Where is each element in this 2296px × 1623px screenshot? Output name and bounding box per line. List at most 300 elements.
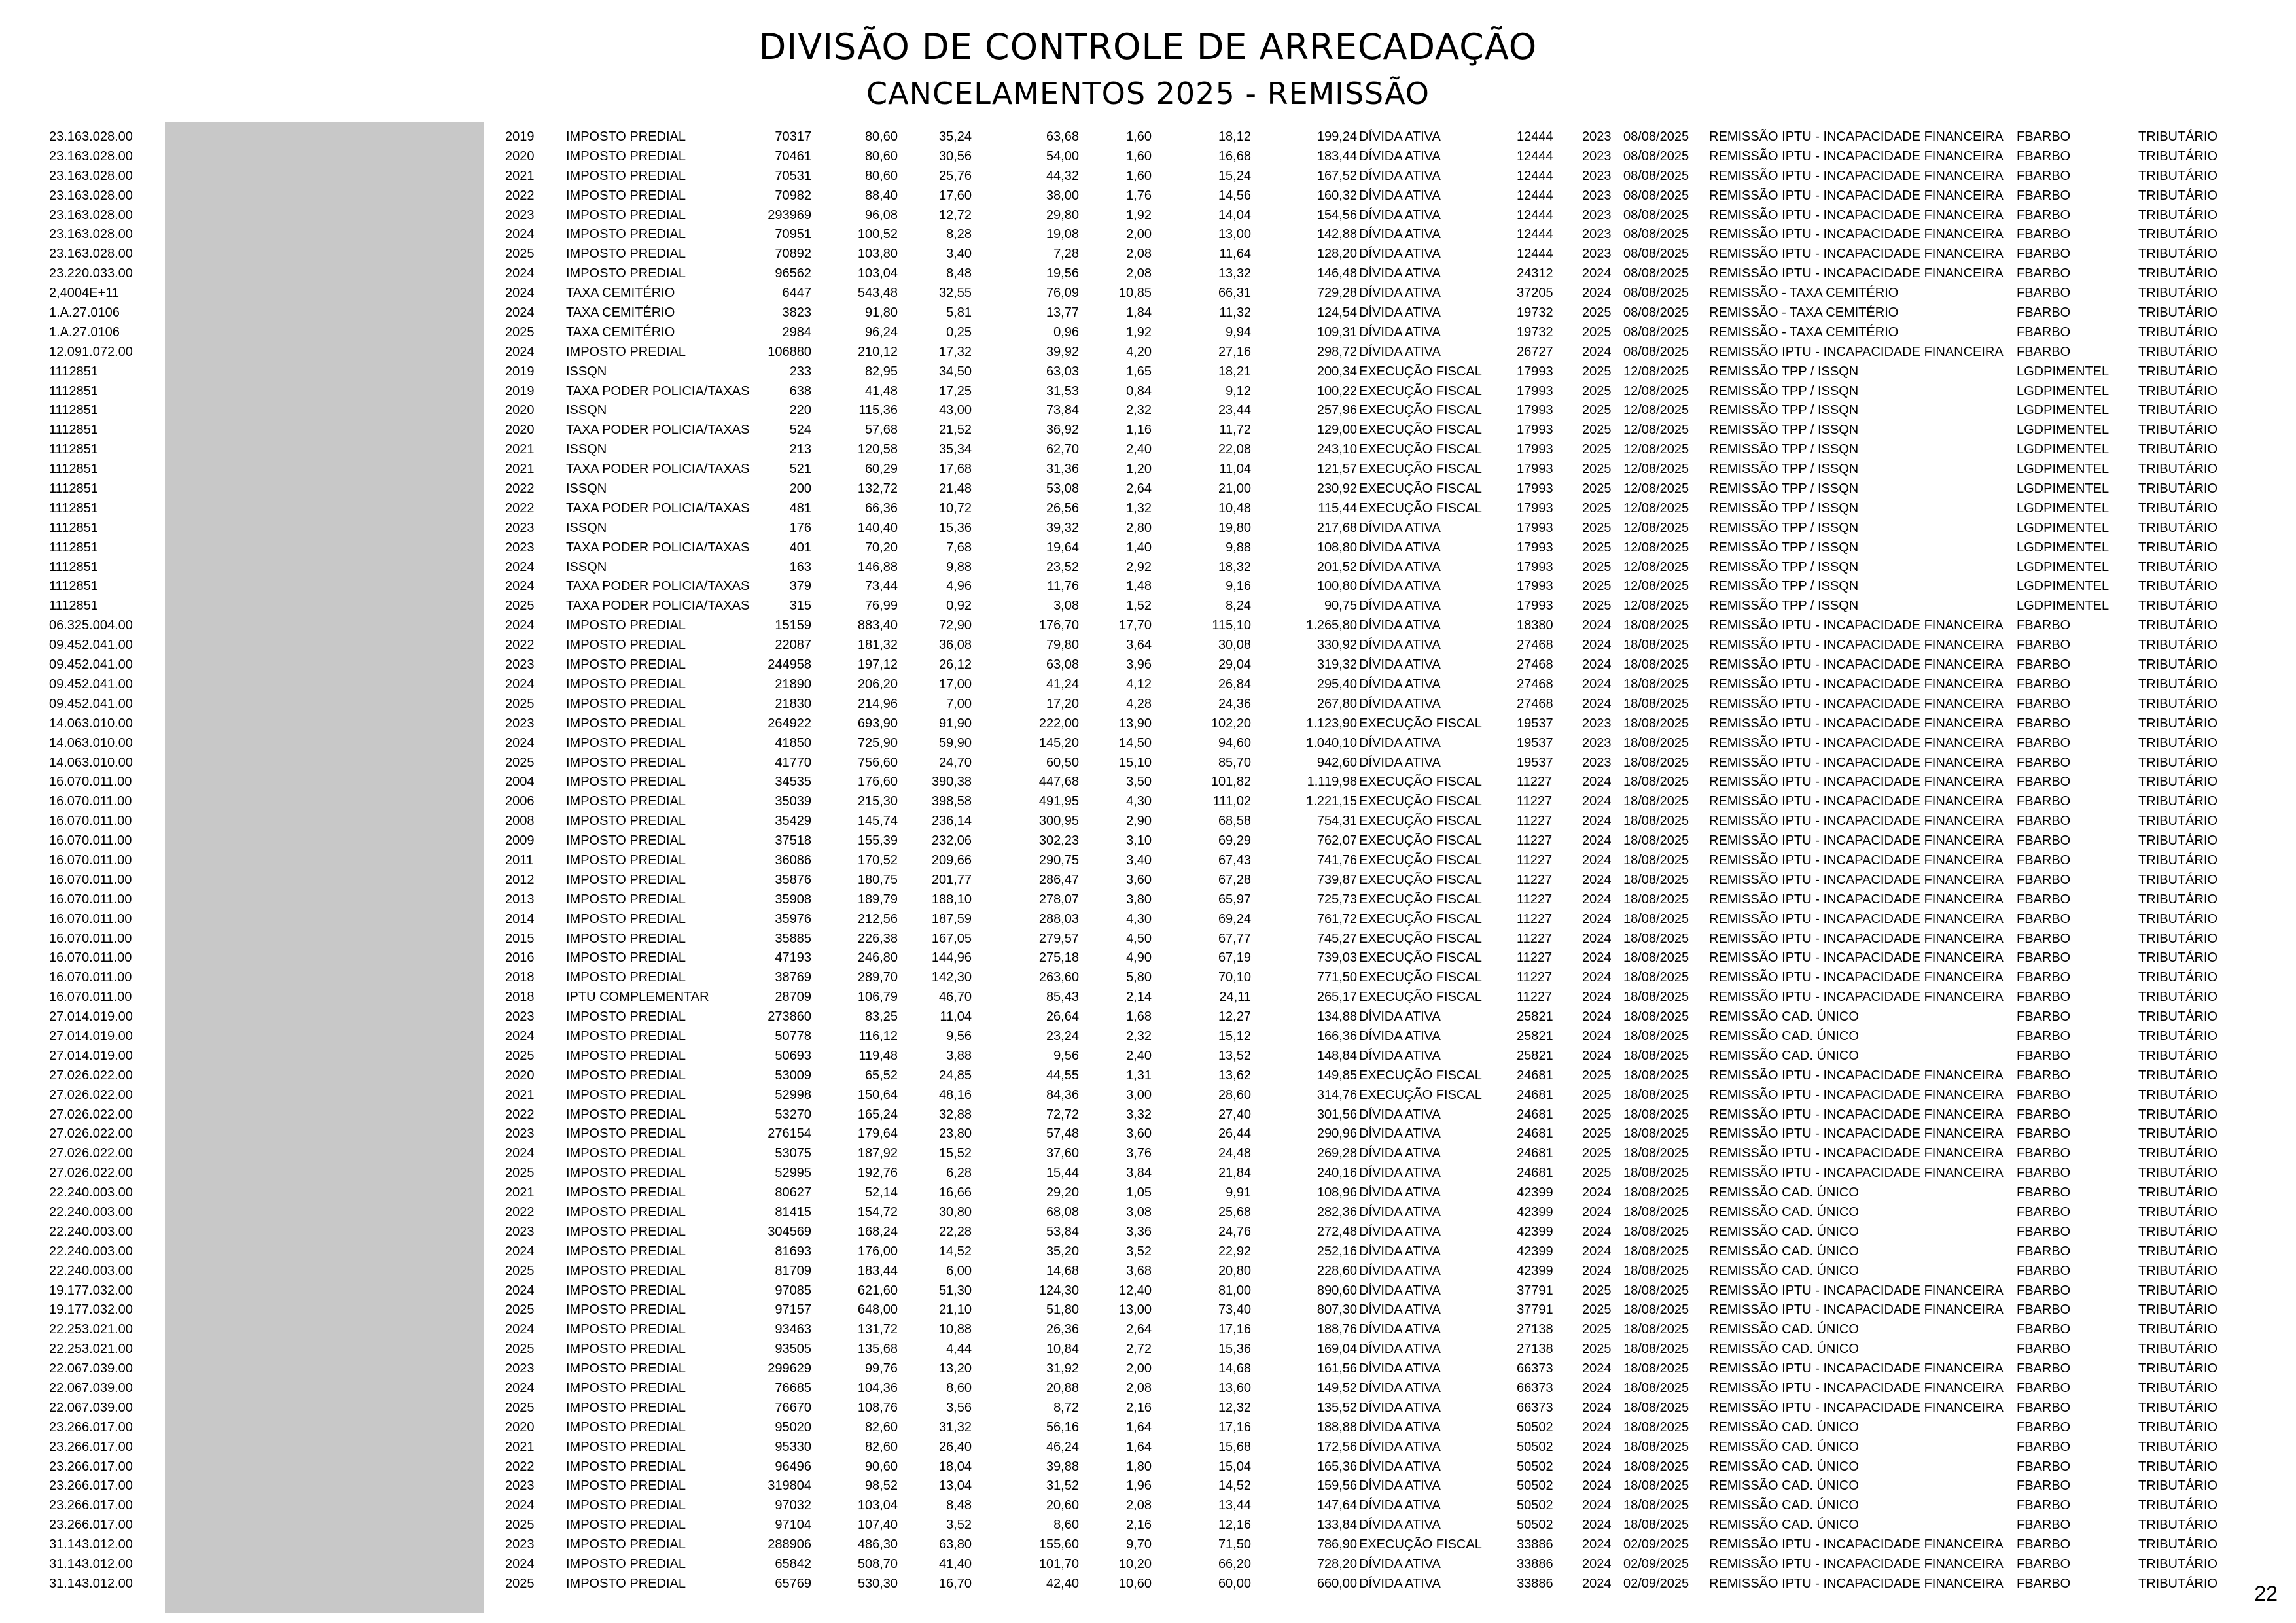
- exercicio-cell: 2021: [505, 462, 535, 477]
- data-cell: 18/08/2025: [1623, 1263, 1689, 1278]
- data-cell: 18/08/2025: [1623, 638, 1689, 653]
- situacao-cell: EXECUÇÃO FISCAL: [1359, 481, 1482, 497]
- setor-cell: TRIBUTÁRIO: [2138, 1009, 2218, 1024]
- motivo-cell: REMISSÃO CAD. ÚNICO: [1709, 1048, 1859, 1063]
- honorarios-cell: 27,40: [1218, 1107, 1251, 1122]
- total-cell: 228,60: [1316, 1263, 1357, 1278]
- usuario-cell: FBARBO: [2017, 1204, 2071, 1219]
- ano-cell: 2023: [1582, 168, 1612, 183]
- honorarios-cell: 24,76: [1218, 1224, 1251, 1239]
- juros-cell: 11,76: [1047, 579, 1079, 594]
- table-row: [0, 1457, 2296, 1477]
- tributo-cell: IMPOSTO PREDIAL: [566, 657, 686, 672]
- exercicio-cell: 2019: [505, 383, 535, 398]
- inscricao-cell: 09.452.041.00: [49, 696, 133, 711]
- table-row: [0, 1007, 2296, 1027]
- usuario-cell: LGDPIMENTEL: [2017, 442, 2110, 457]
- honorarios-cell: 8,24: [1226, 599, 1251, 614]
- total-cell: 290,96: [1316, 1126, 1357, 1142]
- tributo-cell: TAXA PODER POLICIA/TAXAS: [566, 462, 750, 477]
- juros-cell: 279,57: [1038, 931, 1079, 946]
- table-row: [0, 206, 2296, 226]
- total-cell: 133,84: [1316, 1518, 1357, 1533]
- situacao-cell: EXECUÇÃO FISCAL: [1359, 383, 1482, 398]
- lancamento-cell: 93505: [775, 1342, 811, 1357]
- motivo-cell: REMISSÃO IPTU - INCAPACIDADE FINANCEIRA: [1709, 188, 2004, 203]
- processo-cell: 11227: [1517, 990, 1553, 1005]
- processo-cell: 11227: [1517, 931, 1553, 946]
- situacao-cell: EXECUÇÃO FISCAL: [1359, 716, 1482, 731]
- total-cell: 762,07: [1316, 833, 1357, 848]
- situacao-cell: DÍVIDA ATIVA: [1359, 520, 1441, 535]
- table-row: [0, 1418, 2296, 1438]
- correcao-cell: 2,72: [1126, 1342, 1152, 1357]
- ano-cell: 2025: [1582, 1342, 1612, 1357]
- juros-cell: 63,68: [1046, 130, 1079, 144]
- exercicio-cell: 2012: [505, 872, 535, 887]
- valor-cell: 66,36: [864, 500, 898, 515]
- total-cell: 129,00: [1316, 423, 1357, 438]
- valor-cell: 99,76: [864, 1361, 898, 1376]
- exercicio-cell: 2024: [505, 676, 535, 691]
- data-cell: 08/08/2025: [1623, 148, 1689, 164]
- tributo-cell: IMPOSTO PREDIAL: [566, 951, 686, 966]
- motivo-cell: REMISSÃO IPTU - INCAPACIDADE FINANCEIRA: [1709, 618, 2004, 633]
- multa-cell: 6,28: [946, 1166, 972, 1181]
- honorarios-cell: 25,68: [1218, 1204, 1251, 1219]
- honorarios-cell: 13,32: [1218, 266, 1251, 281]
- ano-cell: 2024: [1582, 833, 1612, 848]
- valor-cell: 170,52: [857, 852, 898, 867]
- situacao-cell: DÍVIDA ATIVA: [1359, 1439, 1441, 1454]
- exercicio-cell: 2024: [505, 1498, 535, 1513]
- tributo-cell: IMPOSTO PREDIAL: [566, 1322, 686, 1337]
- table-row: [0, 245, 2296, 264]
- valor-cell: 214,96: [857, 696, 898, 711]
- motivo-cell: REMISSÃO CAD. ÚNICO: [1709, 1459, 1859, 1474]
- lancamento-cell: 53075: [775, 1146, 811, 1161]
- tributo-cell: IMPOSTO PREDIAL: [566, 1224, 686, 1239]
- setor-cell: TRIBUTÁRIO: [2138, 716, 2218, 731]
- inscricao-cell: 19.177.032.00: [49, 1283, 133, 1298]
- lancamento-cell: 97157: [775, 1302, 811, 1318]
- lancamento-cell: 401: [789, 540, 811, 555]
- correcao-cell: 3,08: [1126, 1204, 1152, 1219]
- usuario-cell: LGDPIMENTEL: [2017, 423, 2110, 438]
- usuario-cell: FBARBO: [2017, 1185, 2071, 1200]
- honorarios-cell: 14,56: [1218, 188, 1251, 203]
- tributo-cell: IMPOSTO PREDIAL: [566, 1204, 686, 1219]
- valor-cell: 103,04: [857, 266, 898, 281]
- setor-cell: TRIBUTÁRIO: [2138, 1459, 2218, 1474]
- inscricao-cell: 22.240.003.00: [49, 1263, 133, 1278]
- inscricao-cell: 16.070.011.00: [49, 951, 132, 966]
- correcao-cell: 2,32: [1126, 403, 1152, 418]
- tributo-cell: IMPOSTO PREDIAL: [566, 1185, 686, 1200]
- processo-cell: 27468: [1517, 676, 1553, 691]
- motivo-cell: REMISSÃO TPP / ISSQN: [1709, 383, 1859, 398]
- motivo-cell: REMISSÃO IPTU - INCAPACIDADE FINANCEIRA: [1709, 833, 2004, 848]
- juros-cell: 56,16: [1046, 1420, 1079, 1435]
- processo-cell: 25821: [1517, 1028, 1553, 1043]
- tributo-cell: IMPOSTO PREDIAL: [566, 130, 686, 144]
- motivo-cell: REMISSÃO IPTU - INCAPACIDADE FINANCEIRA: [1709, 266, 2004, 281]
- multa-cell: 0,25: [946, 324, 972, 340]
- correcao-cell: 3,10: [1126, 833, 1152, 848]
- juros-cell: 26,36: [1046, 1322, 1079, 1337]
- valor-cell: 192,76: [857, 1166, 898, 1181]
- inscricao-cell: 22.240.003.00: [49, 1224, 133, 1239]
- correcao-cell: 4,50: [1126, 931, 1152, 946]
- inscricao-cell: 1112851: [49, 500, 98, 515]
- ano-cell: 2023: [1582, 148, 1612, 164]
- multa-cell: 30,80: [938, 1204, 972, 1219]
- multa-cell: 15,36: [938, 520, 972, 535]
- setor-cell: TRIBUTÁRIO: [2138, 1498, 2218, 1513]
- situacao-cell: EXECUÇÃO FISCAL: [1359, 1068, 1482, 1083]
- valor-cell: 82,95: [864, 364, 898, 379]
- data-cell: 08/08/2025: [1623, 168, 1689, 183]
- juros-cell: 35,20: [1046, 1244, 1079, 1259]
- situacao-cell: DÍVIDA ATIVA: [1359, 1107, 1441, 1122]
- table-row: [0, 1125, 2296, 1144]
- ano-cell: 2025: [1582, 1322, 1612, 1337]
- total-cell: 100,22: [1316, 383, 1357, 398]
- honorarios-cell: 26,44: [1218, 1126, 1251, 1142]
- table-row: [0, 480, 2296, 499]
- setor-cell: TRIBUTÁRIO: [2138, 794, 2218, 809]
- correcao-cell: 5,80: [1126, 970, 1152, 985]
- processo-cell: 24681: [1517, 1107, 1553, 1122]
- ano-cell: 2023: [1582, 207, 1612, 222]
- lancamento-cell: 176: [789, 520, 811, 535]
- honorarios-cell: 9,88: [1226, 540, 1251, 555]
- usuario-cell: LGDPIMENTEL: [2017, 599, 2110, 614]
- lancamento-cell: 35429: [775, 814, 811, 829]
- tributo-cell: IMPOSTO PREDIAL: [566, 931, 686, 946]
- lancamento-cell: 70951: [775, 227, 811, 242]
- exercicio-cell: 2025: [505, 755, 535, 770]
- tributo-cell: TAXA PODER POLICIA/TAXAS: [566, 579, 750, 594]
- lancamento-cell: 53270: [775, 1107, 811, 1122]
- data-cell: 18/08/2025: [1623, 775, 1689, 790]
- tributo-cell: ISSQN: [566, 403, 607, 418]
- motivo-cell: REMISSÃO - TAXA CEMITÉRIO: [1709, 305, 1899, 321]
- juros-cell: 72,72: [1046, 1107, 1079, 1122]
- juros-cell: 7,28: [1053, 247, 1079, 262]
- processo-cell: 12444: [1517, 247, 1553, 262]
- situacao-cell: DÍVIDA ATIVA: [1359, 227, 1441, 242]
- multa-cell: 11,04: [940, 1009, 972, 1024]
- lancamento-cell: 2984: [782, 324, 811, 340]
- data-cell: 18/08/2025: [1623, 1048, 1689, 1063]
- data-cell: 18/08/2025: [1623, 1244, 1689, 1259]
- valor-cell: 179,64: [857, 1126, 898, 1142]
- juros-cell: 53,84: [1046, 1224, 1079, 1239]
- correcao-cell: 1,60: [1126, 130, 1152, 144]
- correcao-cell: 1,20: [1126, 462, 1152, 477]
- exercicio-cell: 2025: [505, 1400, 535, 1415]
- tributo-cell: IMPOSTO PREDIAL: [566, 168, 686, 183]
- honorarios-cell: 24,48: [1218, 1146, 1251, 1161]
- lancamento-cell: 70317: [775, 130, 811, 144]
- processo-cell: 11227: [1517, 892, 1553, 907]
- setor-cell: TRIBUTÁRIO: [2138, 1478, 2218, 1493]
- multa-cell: 232,06: [931, 833, 972, 848]
- total-cell: 1.265,80: [1306, 618, 1357, 633]
- exercicio-cell: 2023: [505, 540, 535, 555]
- data-cell: 12/08/2025: [1623, 540, 1689, 555]
- table-row: [0, 519, 2296, 538]
- tributo-cell: ISSQN: [566, 481, 607, 497]
- ano-cell: 2024: [1582, 951, 1612, 966]
- tributo-cell: IMPOSTO PREDIAL: [566, 1048, 686, 1063]
- lancamento-cell: 41770: [775, 755, 811, 770]
- tributo-cell: IMPOSTO PREDIAL: [566, 1009, 686, 1024]
- exercicio-cell: 2024: [505, 579, 535, 594]
- setor-cell: TRIBUTÁRIO: [2138, 481, 2218, 497]
- tributo-cell: IMPOSTO PREDIAL: [566, 911, 686, 926]
- tributo-cell: IMPOSTO PREDIAL: [566, 872, 686, 887]
- setor-cell: TRIBUTÁRIO: [2138, 383, 2218, 398]
- juros-cell: 15,44: [1046, 1166, 1079, 1181]
- inscricao-cell: 23.220.033.00: [49, 266, 133, 281]
- data-cell: 18/08/2025: [1623, 716, 1689, 731]
- tributo-cell: IMPOSTO PREDIAL: [566, 1439, 686, 1454]
- usuario-cell: FBARBO: [2017, 735, 2071, 750]
- honorarios-cell: 18,12: [1218, 130, 1251, 144]
- data-cell: 18/08/2025: [1623, 618, 1689, 633]
- lancamento-cell: 200: [789, 481, 811, 497]
- processo-cell: 11227: [1517, 852, 1553, 867]
- juros-cell: 63,03: [1046, 364, 1079, 379]
- valor-cell: 76,99: [864, 599, 898, 614]
- data-cell: 12/08/2025: [1623, 579, 1689, 594]
- setor-cell: TRIBUTÁRIO: [2138, 872, 2218, 887]
- processo-cell: 17993: [1517, 442, 1553, 457]
- data-cell: 18/08/2025: [1623, 657, 1689, 672]
- data-cell: 18/08/2025: [1623, 1009, 1689, 1024]
- data-cell: 18/08/2025: [1623, 1420, 1689, 1435]
- correcao-cell: 2,14: [1126, 990, 1152, 1005]
- lancamento-cell: 97104: [775, 1518, 811, 1533]
- ano-cell: 2025: [1582, 559, 1612, 574]
- data-cell: 18/08/2025: [1623, 755, 1689, 770]
- multa-cell: 35,24: [938, 130, 972, 144]
- motivo-cell: REMISSÃO CAD. ÚNICO: [1709, 1322, 1859, 1337]
- table-row: [0, 831, 2296, 851]
- multa-cell: 32,88: [938, 1107, 972, 1122]
- setor-cell: TRIBUTÁRIO: [2138, 148, 2218, 164]
- situacao-cell: DÍVIDA ATIVA: [1359, 1048, 1441, 1063]
- inscricao-cell: 19.177.032.00: [49, 1302, 133, 1318]
- inscricao-cell: 23.266.017.00: [49, 1478, 133, 1493]
- setor-cell: TRIBUTÁRIO: [2138, 559, 2218, 574]
- inscricao-cell: 1112851: [49, 599, 98, 614]
- tributo-cell: IMPOSTO PREDIAL: [566, 1576, 686, 1591]
- data-cell: 18/08/2025: [1623, 1518, 1689, 1533]
- correcao-cell: 1,05: [1126, 1185, 1152, 1200]
- processo-cell: 50502: [1517, 1498, 1553, 1513]
- processo-cell: 24681: [1517, 1166, 1553, 1181]
- setor-cell: TRIBUTÁRIO: [2138, 1068, 2218, 1083]
- total-cell: 148,84: [1316, 1048, 1357, 1063]
- correcao-cell: 4,30: [1126, 911, 1152, 926]
- situacao-cell: DÍVIDA ATIVA: [1359, 735, 1441, 750]
- valor-cell: 246,80: [857, 951, 898, 966]
- multa-cell: 5,81: [946, 305, 972, 321]
- ano-cell: 2024: [1582, 814, 1612, 829]
- correcao-cell: 3,96: [1126, 657, 1152, 672]
- processo-cell: 17993: [1517, 403, 1553, 418]
- table-row: [0, 304, 2296, 323]
- ano-cell: 2023: [1582, 130, 1612, 144]
- tributo-cell: IMPOSTO PREDIAL: [566, 1342, 686, 1357]
- page-subtitle: CANCELAMENTOS 2025 - REMISSÃO: [866, 76, 1430, 111]
- usuario-cell: FBARBO: [2017, 1107, 2071, 1122]
- inscricao-cell: 27.026.022.00: [49, 1068, 133, 1083]
- total-cell: 319,32: [1316, 657, 1357, 672]
- situacao-cell: EXECUÇÃO FISCAL: [1359, 833, 1482, 848]
- processo-cell: 50502: [1517, 1518, 1553, 1533]
- ano-cell: 2025: [1582, 1068, 1612, 1083]
- exercicio-cell: 2021: [505, 1439, 535, 1454]
- motivo-cell: REMISSÃO IPTU - INCAPACIDADE FINANCEIRA: [1709, 1302, 2004, 1318]
- inscricao-cell: 27.014.019.00: [49, 1028, 133, 1043]
- data-cell: 18/08/2025: [1623, 1342, 1689, 1357]
- motivo-cell: REMISSÃO CAD. ÚNICO: [1709, 1439, 1859, 1454]
- table-row: [0, 949, 2296, 968]
- data-cell: 18/08/2025: [1623, 1126, 1689, 1142]
- correcao-cell: 3,64: [1126, 638, 1152, 653]
- usuario-cell: LGDPIMENTEL: [2017, 500, 2110, 515]
- lancamento-cell: 97032: [775, 1498, 811, 1513]
- data-cell: 18/08/2025: [1623, 1283, 1689, 1298]
- records-table: [0, 128, 2296, 1594]
- processo-cell: 42399: [1517, 1263, 1553, 1278]
- valor-cell: 103,80: [857, 247, 898, 262]
- ano-cell: 2023: [1582, 716, 1612, 731]
- inscricao-cell: 22.253.021.00: [49, 1342, 133, 1357]
- data-cell: 18/08/2025: [1623, 1478, 1689, 1493]
- usuario-cell: FBARBO: [2017, 130, 2071, 144]
- total-cell: 167,52: [1316, 168, 1357, 183]
- ano-cell: 2024: [1582, 1381, 1612, 1395]
- total-cell: 252,16: [1316, 1244, 1357, 1259]
- situacao-cell: DÍVIDA ATIVA: [1359, 1400, 1441, 1415]
- setor-cell: TRIBUTÁRIO: [2138, 638, 2218, 653]
- multa-cell: 34,50: [938, 364, 972, 379]
- honorarios-cell: 9,16: [1226, 579, 1251, 594]
- honorarios-cell: 9,12: [1226, 383, 1251, 398]
- lancamento-cell: 47193: [775, 951, 811, 966]
- multa-cell: 32,55: [938, 286, 972, 301]
- exercicio-cell: 2022: [505, 1459, 535, 1474]
- motivo-cell: REMISSÃO IPTU - INCAPACIDADE FINANCEIRA: [1709, 1166, 2004, 1181]
- motivo-cell: REMISSÃO IPTU - INCAPACIDADE FINANCEIRA: [1709, 1107, 2004, 1122]
- lancamento-cell: 299629: [768, 1361, 811, 1376]
- setor-cell: TRIBUTÁRIO: [2138, 696, 2218, 711]
- multa-cell: 7,00: [946, 696, 972, 711]
- multa-cell: 91,90: [938, 716, 972, 731]
- valor-cell: 289,70: [857, 970, 898, 985]
- table-row: [0, 499, 2296, 519]
- lancamento-cell: 65769: [775, 1576, 811, 1591]
- honorarios-cell: 13,44: [1218, 1498, 1251, 1513]
- setor-cell: TRIBUTÁRIO: [2138, 1126, 2218, 1142]
- setor-cell: TRIBUTÁRIO: [2138, 1518, 2218, 1533]
- valor-cell: 82,60: [864, 1439, 898, 1454]
- juros-cell: 41,24: [1046, 676, 1079, 691]
- honorarios-cell: 11,64: [1219, 247, 1251, 262]
- inscricao-cell: 27.014.019.00: [49, 1009, 133, 1024]
- honorarios-cell: 13,62: [1218, 1068, 1251, 1083]
- honorarios-cell: 69,24: [1218, 911, 1251, 926]
- motivo-cell: REMISSÃO CAD. ÚNICO: [1709, 1009, 1859, 1024]
- exercicio-cell: 2020: [505, 1068, 535, 1083]
- multa-cell: 167,05: [931, 931, 972, 946]
- ano-cell: 2025: [1582, 1146, 1612, 1161]
- tributo-cell: IMPOSTO PREDIAL: [566, 227, 686, 242]
- valor-cell: 116,12: [858, 1028, 898, 1043]
- valor-cell: 197,12: [857, 657, 898, 672]
- lancamento-cell: 35908: [775, 892, 811, 907]
- total-cell: 272,48: [1316, 1224, 1357, 1239]
- situacao-cell: DÍVIDA ATIVA: [1359, 676, 1441, 691]
- table-row: [0, 1203, 2296, 1223]
- processo-cell: 24312: [1517, 266, 1553, 281]
- usuario-cell: FBARBO: [2017, 1478, 2071, 1493]
- total-cell: 147,64: [1316, 1498, 1357, 1513]
- multa-cell: 23,80: [938, 1126, 972, 1142]
- situacao-cell: DÍVIDA ATIVA: [1359, 1420, 1441, 1435]
- inscricao-cell: 31.143.012.00: [49, 1537, 133, 1552]
- lancamento-cell: 35976: [775, 911, 811, 926]
- multa-cell: 9,56: [946, 1028, 972, 1043]
- inscricao-cell: 27.026.022.00: [49, 1146, 133, 1161]
- total-cell: 739,87: [1316, 872, 1357, 887]
- ano-cell: 2024: [1582, 1204, 1612, 1219]
- data-cell: 12/08/2025: [1623, 500, 1689, 515]
- juros-cell: 53,08: [1046, 481, 1079, 497]
- motivo-cell: REMISSÃO IPTU - INCAPACIDADE FINANCEIRA: [1709, 814, 2004, 829]
- total-cell: 1.040,10: [1306, 735, 1357, 750]
- usuario-cell: FBARBO: [2017, 1400, 2071, 1415]
- usuario-cell: FBARBO: [2017, 286, 2071, 301]
- valor-cell: 88,40: [864, 188, 898, 203]
- processo-cell: 19732: [1517, 305, 1553, 321]
- processo-cell: 50502: [1517, 1478, 1553, 1493]
- inscricao-cell: 23.163.028.00: [49, 227, 133, 242]
- multa-cell: 41,40: [938, 1557, 972, 1572]
- data-cell: 18/08/2025: [1623, 1459, 1689, 1474]
- tributo-cell: IMPOSTO PREDIAL: [566, 676, 686, 691]
- situacao-cell: EXECUÇÃO FISCAL: [1359, 423, 1482, 438]
- motivo-cell: REMISSÃO CAD. ÚNICO: [1709, 1204, 1859, 1219]
- data-cell: 18/08/2025: [1623, 1204, 1689, 1219]
- setor-cell: TRIBUTÁRIO: [2138, 207, 2218, 222]
- motivo-cell: REMISSÃO CAD. ÚNICO: [1709, 1263, 1859, 1278]
- total-cell: 230,92: [1316, 481, 1357, 497]
- situacao-cell: DÍVIDA ATIVA: [1359, 1126, 1441, 1142]
- correcao-cell: 2,00: [1126, 227, 1152, 242]
- data-cell: 08/08/2025: [1623, 227, 1689, 242]
- motivo-cell: REMISSÃO IPTU - INCAPACIDADE FINANCEIRA: [1709, 676, 2004, 691]
- honorarios-cell: 60,00: [1218, 1576, 1251, 1591]
- multa-cell: 22,28: [938, 1224, 972, 1239]
- usuario-cell: FBARBO: [2017, 1126, 2071, 1142]
- valor-cell: 90,60: [864, 1459, 898, 1474]
